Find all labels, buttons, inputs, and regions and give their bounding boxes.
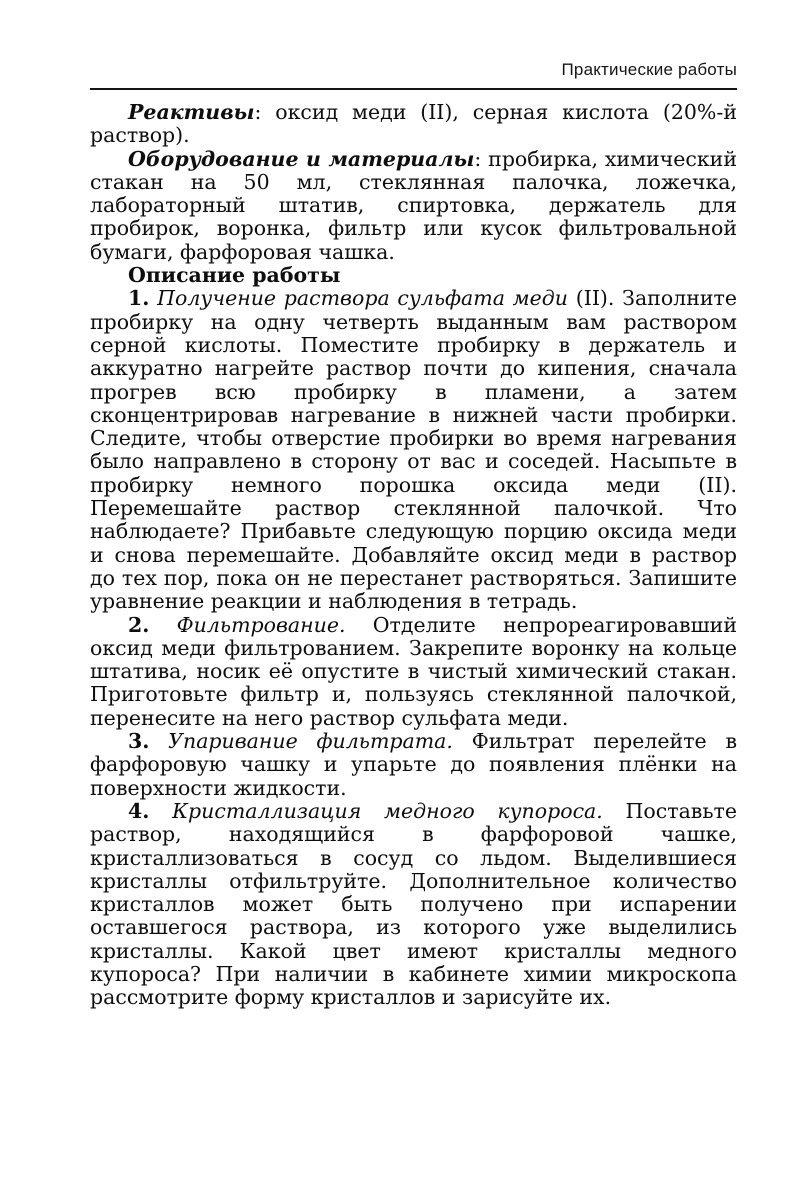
paragraph-equipment	[90, 148, 737, 264]
paragraph-step-4-crystallization	[90, 800, 737, 1010]
paragraph-reagents	[90, 101, 737, 148]
step-1-text: (II). Заполните пробирку на одну четверть выданным вам раствором серной кислоты. Поместите пробирку в держатель и аккуратно нагрейте раствор почти до кипения, сначала прогрев всю пробирку в пламени, а затем сконцентрировав нагревание в нижней части пробирки. Следите, чтобы отверстие пробирки во время нагревания было направлено в сторону от вас и соседей. Насыпьте в пробирку немного порошка оксида меди (II). Перемешайте раствор стеклянной палочкой. Что наблюдаете? Прибавьте следующую порцию оксида меди и снова перемешайте. Добавляйте оксид меди в раствор до тех пор, пока он не перестанет растворяться. Запишите уравнение реакции и наблюдения в тетрадь.	[90, 286, 737, 614]
page-body	[90, 101, 737, 1010]
text-column	[90, 60, 737, 1010]
step-4-text: Поставьте раствор, находящийся в фарфоровой чашке, кристаллизоваться в сосуд со льдом. Выделившиеся кристаллы отфильтруйте. Дополнительное количество кристаллов может быть получено при испарении оставшегося раствора, из которого уже выделились кристаллы. Какой цвет имеют кристаллы медного купороса? При наличии в кабинете химии микроскопа рассмотрите форму кристаллов и зарисуйте их.	[90, 798, 737, 1010]
running-header	[90, 60, 737, 90]
equipment-label: Оборудование и материалы	[128, 146, 475, 171]
paragraph-step-3-evaporation	[90, 730, 737, 800]
step-2-number: 2.	[128, 612, 150, 637]
heading-work-description: Описание работы	[128, 263, 341, 288]
step-3-text: Фильтрат перелейте в фарфоровую чашку и упарьте до появления плёнки на поверхности жидкости.	[90, 729, 737, 800]
step-4-number: 4.	[128, 798, 150, 823]
running-header-title: Практические работы	[561, 60, 737, 79]
paragraph-step-1-copper-sulfate-solution	[90, 287, 737, 613]
reagents-text: : оксид меди (II), серная кислота (20%-й раствор).	[90, 100, 737, 148]
step-3-title: Упаривание фильтрата.	[168, 729, 453, 754]
step-2-title: Фильтрование.	[176, 612, 346, 637]
reagents-label: Реактивы	[128, 100, 255, 124]
step-1-number: 1.	[128, 286, 150, 311]
step-2-text: Отделите непрореагировавший оксид меди фильтрованием. Закрепите воронку на кольце штатива, носик её опустите в чистый химический стакан. Приготовьте фильтр и, пользуясь стеклянной палочкой, перенесите на него раствор сульфата меди.	[90, 612, 737, 730]
step-3-number: 3.	[128, 729, 150, 754]
paragraph-step-2-filtration	[90, 614, 737, 730]
equipment-text: : пробирка, химический стакан на 50 мл, стеклянная палочка, ложечка, лабораторный штатив, спиртовка, держатель для пробирок, воронка, фильтр или кусок фильтровальной бумаги, фарфоровая чашка.	[90, 146, 737, 264]
step-4-title: Кристаллизация медного купороса.	[172, 798, 603, 823]
step-1-title: Получение раствора сульфата меди	[157, 286, 568, 311]
